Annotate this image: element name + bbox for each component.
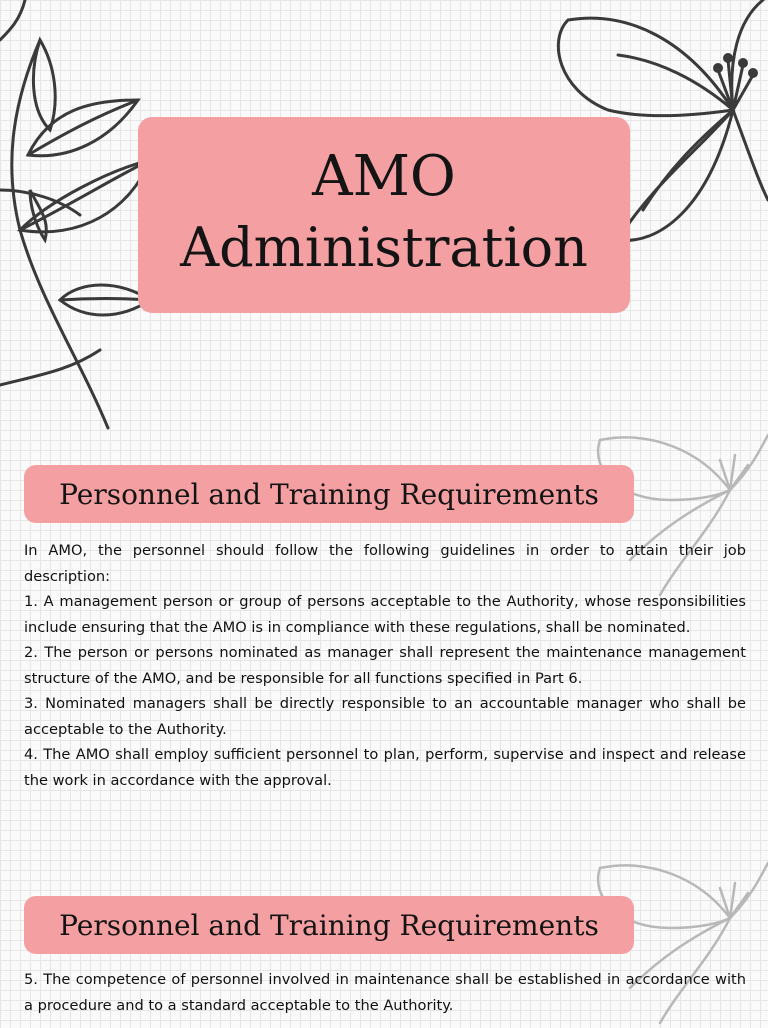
title-banner [138, 117, 630, 313]
paragraph: In AMO, the personnel should follow the following guidelines in order to attain their job description: [24, 542, 746, 585]
page-title-line2: Administration [180, 216, 588, 279]
section-body-2 [24, 967, 746, 1018]
paragraph: 3. Nominated managers shall be directly responsible to an accountable manager who shall be acceptable to the Authority. [24, 695, 746, 738]
section-heading-2: Personnel and Training Requirements [24, 896, 634, 954]
paragraph: 4. The AMO shall employ sufficient personnel to plan, perform, supervise and inspect and release the work in accordance with the approval. [24, 746, 746, 789]
paragraph: 5. The competence of personnel involved in maintenance shall be established in accordance with a procedure and to a standard acceptable to the Authority. [24, 971, 746, 1014]
paragraph: 2. The person or persons nominated as manager shall represent the maintenance management structure of the AMO, and be responsible for all functions specified in Part 6. [24, 644, 746, 687]
paragraph: 1. A management person or group of persons acceptable to the Authority, whose responsibilities include ensuring that the AMO is in compliance with these regulations, shall be nominated. [24, 593, 746, 636]
section-heading-1: Personnel and Training Requirements [24, 465, 634, 523]
page-title-line1: AMO [312, 144, 456, 209]
section-body-1 [24, 538, 746, 793]
